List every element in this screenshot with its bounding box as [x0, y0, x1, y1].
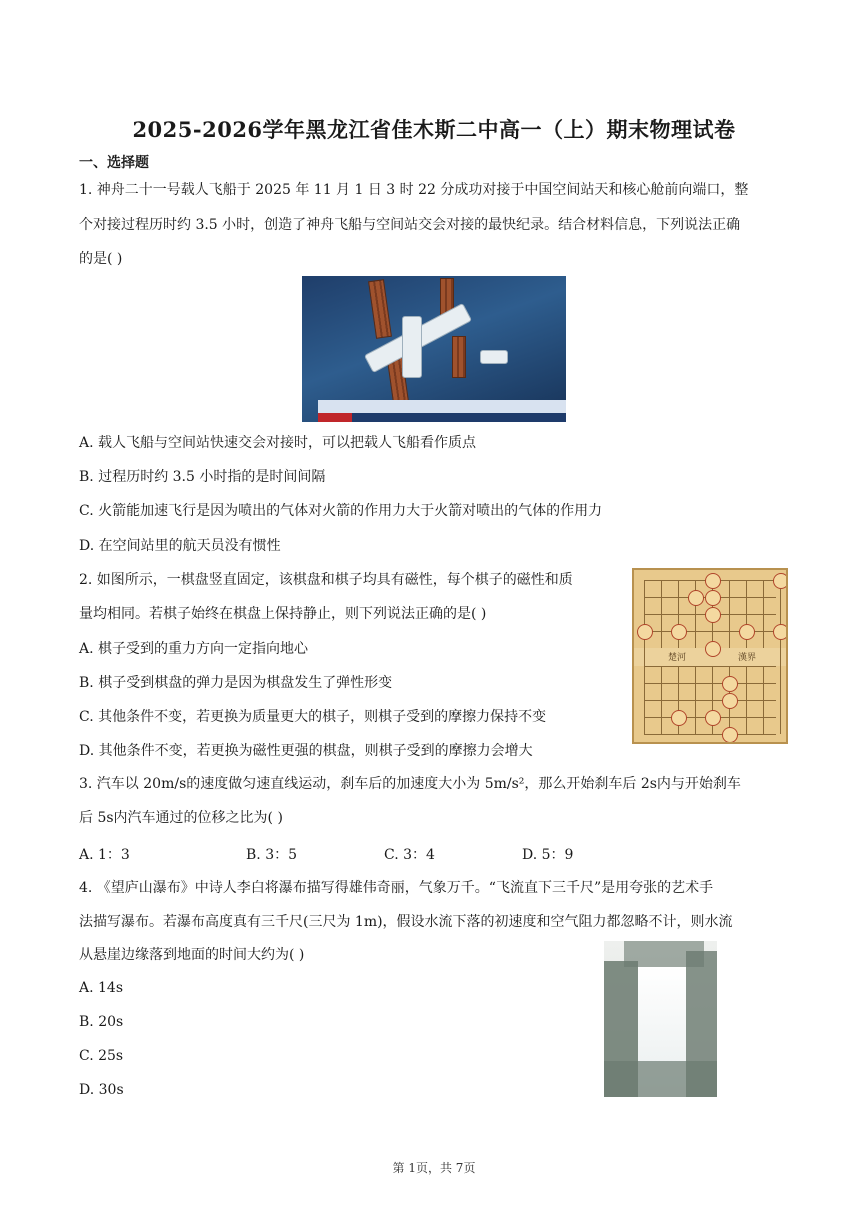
chess-river-left-label: 楚河: [668, 653, 687, 663]
chess-board-image: [632, 568, 788, 744]
q4-line-3: 从悬崖边缘落到地面的时间大约为( ): [79, 947, 305, 963]
q4-option-d: D. 30s: [79, 1082, 124, 1098]
page-title: 2025-2026学年黑龙江省佳木斯二中高一（上）期末物理试卷: [132, 117, 736, 142]
q4-option-c: C. 25s: [79, 1048, 124, 1064]
q2-option-a: A. 棋子受到的重力方向一定指向地心: [79, 641, 309, 657]
q3-option-d: D. 5：9: [522, 847, 574, 863]
q3-option-a: A. 1：3: [79, 847, 130, 863]
q1-option-c: C. 火箭能加速飞行是因为喷出的气体对火箭的作用力大于火箭对喷出的气体的作用力: [79, 503, 603, 519]
q1-option-a: A. 载人飞船与空间站快速交会对接时，可以把载人飞船看作质点: [79, 435, 477, 451]
waterfall-painting-image: [604, 941, 717, 1097]
q1-line-3: 的是( ): [79, 251, 123, 267]
q3-line-2: 后 5s内汽车通过的位移之比为( ): [79, 810, 283, 826]
q2-option-b: B. 棋子受到棋盘的弹力是因为棋盘发生了弹性形变: [79, 675, 393, 691]
page-footer: 第 1页，共 7页: [392, 1161, 476, 1175]
q3-option-c: C. 3：4: [384, 847, 435, 863]
q1-line-2: 个对接过程历时约 3.5 小时，创造了神舟飞船与空间站交会对接的最快纪录。结合材料信息，下列说法正确: [79, 217, 741, 233]
q2-option-d: D. 其他条件不变，若更换为磁性更强的棋盘，则棋子受到的摩擦力会增大: [79, 743, 533, 759]
q4-line-2: 法描写瀑布。若瀑布高度真有三千尺(三尺为 1m)，假设水流下落的初速度和空气阻力都忽略不计，则水流: [79, 914, 733, 930]
q2-line-2: 量均相同。若棋子始终在棋盘上保持静止，则下列说法正确的是( ): [79, 606, 487, 622]
section-heading: 一、选择题: [79, 155, 149, 171]
chess-river-right-label: 漢界: [738, 653, 757, 663]
q1-option-d: D. 在空间站里的航天员没有惯性: [79, 538, 281, 554]
q4-option-b: B. 20s: [79, 1014, 124, 1030]
q2-line-1: 2. 如图所示，一棋盘竖直固定，该棋盘和棋子均具有磁性，每个棋子的磁性和质: [79, 572, 573, 588]
q3-option-b: B. 3：5: [246, 847, 298, 863]
q2-option-c: C. 其他条件不变，若更换为质量更大的棋子，则棋子受到的摩擦力保持不变: [79, 709, 547, 725]
q1-option-b: B. 过程历时约 3.5 小时指的是时间间隔: [79, 469, 326, 485]
space-station-image: [302, 276, 566, 422]
q4-line-1: 4. 《望庐山瀑布》中诗人李白将瀑布描写得雄伟奇丽，气象万千。“飞流直下三千尺”是用夸张的艺术手: [79, 880, 714, 896]
q4-option-a: A. 14s: [79, 980, 124, 996]
q1-line-1: 1. 神舟二十一号载人飞船于 2025 年 11 月 1 日 3 时 22 分成功对接于中国空间站天和核心舱前向端口，整: [79, 182, 749, 198]
q3-line-1: 3. 汽车以 20m/s的速度做匀速直线运动，刹车后的加速度大小为 5m/s²，那么开始刹车后 2s内与开始刹车: [79, 776, 741, 792]
